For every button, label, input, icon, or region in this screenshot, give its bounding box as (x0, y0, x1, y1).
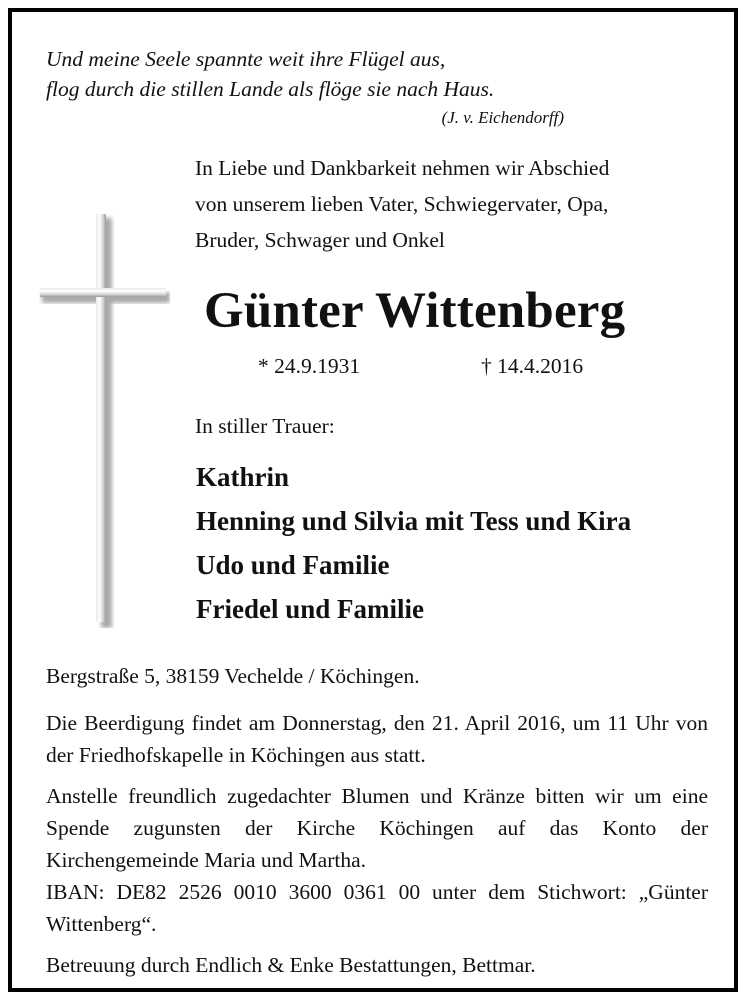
funeral-info: Die Beerdigung findet am Donnerstag, den 21. April 2016, um 11 Uhr von der Friedhofskapelle in Köchingen aus statt. (46, 711, 708, 767)
death-date: † 14.4.2016 (481, 354, 584, 378)
poem-quote (46, 44, 494, 104)
family-member: Henning und Silvia mit Tess und Kira (196, 506, 632, 536)
cross-icon (38, 212, 170, 628)
family-member: Udo und Familie (196, 550, 390, 580)
farewell-intro (195, 150, 609, 258)
iban-info: IBAN: DE82 2526 0010 3600 0361 00 unter dem Stichwort: „Günter Wittenberg“. (46, 880, 708, 936)
family-member: Friedel und Familie (196, 594, 424, 624)
donation-request: Anstelle freundlich zugedachter Blumen und Kränze bitten wir um eine Spende zugunsten der Kirche Köchingen auf das Konto der Kirchengemeinde Maria und Martha. (46, 784, 708, 872)
undertaker-info: Betreuung durch Endlich & Enke Bestattungen, Bettmar. (46, 953, 536, 977)
quote-line-1: Und meine Seele spannte weit ihre Flügel aus, (46, 47, 446, 71)
quote-author: (J. v. Eichendorff) (441, 108, 564, 127)
intro-line-1: In Liebe und Dankbarkeit nehmen wir Abschied (195, 156, 610, 180)
intro-line-2: von unserem lieben Vater, Schwiegervater, Opa, (195, 192, 609, 216)
family-member: Kathrin (196, 462, 290, 492)
intro-line-3: Bruder, Schwager und Onkel (195, 228, 445, 252)
family-list (196, 455, 631, 631)
quote-line-2: flog durch die stillen Lande als flöge sie nach Haus. (46, 77, 495, 101)
mourning-label: In stiller Trauer: (195, 414, 335, 438)
address: Bergstraße 5, 38159 Vechelde / Köchingen. (46, 664, 420, 688)
notice-details (46, 660, 708, 981)
deceased-name: Günter Wittenberg (204, 283, 626, 339)
birth-date: * 24.9.1931 (258, 354, 361, 378)
